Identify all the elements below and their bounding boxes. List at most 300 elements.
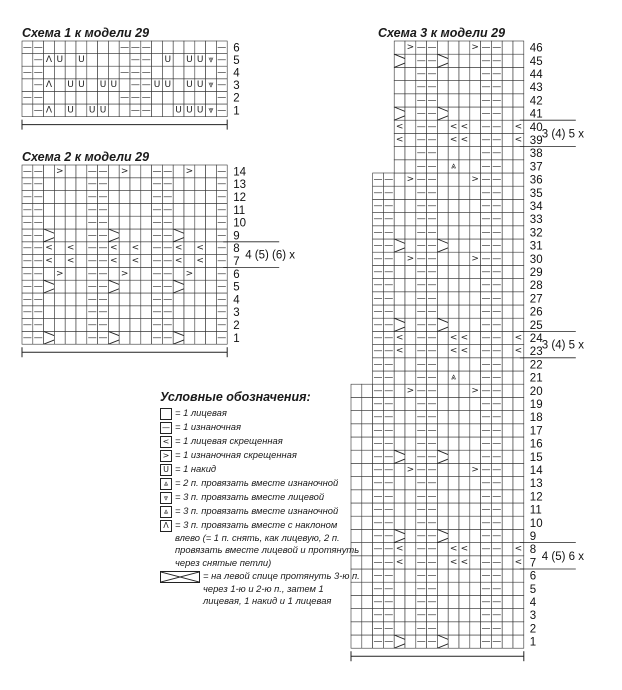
grid-cell (502, 41, 513, 54)
stitch-symbol: — (427, 478, 437, 489)
legend-item-text: = на левой спице протянуть 3-ю п. через 1-ю и 2-ю п., затем 1 лицевая, 1 накид и 1 лицевая (203, 570, 360, 606)
stitch-symbol: U (56, 54, 64, 65)
stitch-symbol: — (492, 293, 502, 304)
grid-cell (405, 635, 416, 648)
grid-cell (54, 178, 65, 191)
stitch-symbol: — (481, 412, 491, 423)
row-number: 4 (529, 597, 537, 609)
stitch-symbol: — (384, 306, 394, 317)
row-number: 26 (529, 306, 543, 319)
grid-cell (65, 267, 76, 280)
grid-cell (448, 516, 459, 529)
grid-cell (437, 463, 448, 476)
stitch-symbol: — (98, 204, 108, 215)
stitch-symbol: — (416, 319, 426, 330)
legend-item (160, 449, 360, 462)
grid-cell (54, 104, 65, 117)
stitch-symbol: < (514, 333, 523, 343)
stitch-symbol: < (110, 256, 118, 266)
stitch-symbol: — (481, 267, 491, 277)
stitch-symbol: — (416, 359, 426, 370)
grid-cell (405, 556, 416, 569)
stitch-symbol: — (481, 531, 491, 541)
grid-cell (437, 503, 448, 516)
stitch-symbol: ⩔ (208, 54, 214, 65)
row-number: 15 (529, 451, 543, 464)
stitch-symbol: — (416, 187, 426, 198)
grid-cell (470, 569, 481, 582)
grid-cell (459, 595, 470, 608)
grid-cell (65, 91, 76, 104)
grid-cell (513, 226, 524, 239)
stitch-symbol: — (98, 332, 108, 343)
grid-cell (502, 94, 513, 107)
grid-cell (362, 516, 373, 529)
grid-cell (437, 147, 448, 160)
stitch-symbol: — (163, 179, 173, 190)
stitch-symbol: — (163, 294, 173, 305)
grid-cell (130, 331, 141, 344)
row-number: 29 (529, 267, 543, 279)
stitch-symbol: — (22, 256, 32, 266)
grid-cell (76, 229, 87, 242)
grid-cell (362, 529, 373, 542)
grid-cell (437, 67, 448, 80)
stitch-symbol: — (416, 531, 426, 541)
grid-cell (54, 79, 65, 92)
stitch-symbol: U (99, 80, 107, 91)
grid-cell (513, 582, 524, 595)
grid-cell (130, 216, 141, 229)
legend-item-text: = 3 п. провязать вместе изнаночной (175, 505, 339, 516)
sk2p-icon: Λ (160, 520, 172, 532)
stitch-symbol: — (481, 55, 491, 66)
grid-cell (405, 265, 416, 278)
grid-cell (394, 463, 405, 476)
row-number: 38 (529, 148, 543, 161)
row-number: 7 (233, 256, 240, 268)
stitch-symbol: < (514, 544, 523, 555)
grid-cell (470, 503, 481, 516)
stitch-symbol: — (492, 531, 502, 541)
stitch-symbol: — (384, 174, 394, 185)
stitch-symbol: — (416, 636, 426, 647)
stitch-symbol: — (33, 204, 43, 215)
stitch-symbol: — (481, 187, 491, 198)
stitch-symbol: — (416, 623, 426, 634)
grid-cell (502, 186, 513, 199)
grid-cell (459, 490, 470, 503)
grid-cell (184, 203, 195, 216)
grid-cell (470, 94, 481, 107)
grid-cell (502, 67, 513, 80)
stitch-symbol: — (481, 425, 491, 436)
grid-cell (130, 306, 141, 319)
row-number: 20 (529, 385, 543, 398)
grid-cell (152, 54, 163, 67)
stitch-symbol: — (217, 54, 227, 65)
stitch-symbol: — (427, 214, 437, 225)
grid-cell (195, 203, 206, 216)
stitch-symbol: — (492, 636, 502, 647)
stitch-symbol: — (130, 80, 140, 91)
grid-cell (470, 331, 481, 344)
stitch-symbol: > (185, 166, 194, 177)
stitch-symbol: > (406, 465, 415, 475)
grid-cell (87, 79, 98, 92)
row-number: 42 (529, 95, 543, 108)
stitch-symbol: — (427, 544, 437, 555)
grid-cell (394, 173, 405, 186)
stitch-symbol: — (87, 268, 97, 279)
stitch-symbol: < (460, 333, 469, 343)
stitch-symbol: — (427, 610, 437, 621)
grid-cell (141, 306, 152, 319)
row-number: 12 (529, 491, 543, 504)
grid-cell (502, 450, 513, 463)
stitch-symbol: < (395, 346, 404, 357)
stitch-symbol: — (130, 42, 140, 53)
stitch-symbol: < (460, 544, 469, 555)
grid-cell (162, 91, 173, 104)
grid-cell (206, 41, 217, 54)
stitch-symbol: — (87, 307, 97, 318)
grid-cell (44, 178, 55, 191)
grid-cell (405, 186, 416, 199)
grid-cell (502, 160, 513, 173)
row-number: 3 (233, 80, 240, 93)
stitch-symbol: — (492, 214, 502, 225)
grid-cell (502, 199, 513, 212)
grid-cell (184, 191, 195, 204)
grid-cell (141, 255, 152, 268)
grid-cell (206, 165, 217, 178)
grid-cell (119, 54, 130, 67)
grid-cell (405, 397, 416, 410)
stitch-symbol: — (492, 161, 502, 172)
stitch-symbol: < (395, 135, 404, 145)
stitch-symbol: — (481, 42, 491, 53)
grid-cell (206, 216, 217, 229)
grid-cell (502, 318, 513, 331)
grid-cell (108, 66, 119, 79)
row-number: 8 (529, 544, 537, 557)
grid-cell (437, 477, 448, 490)
stitch-symbol: > (120, 268, 129, 279)
stitch-symbol: > (120, 166, 129, 177)
stitch-symbol: — (384, 385, 394, 396)
grid-cell (119, 293, 130, 306)
stitch-symbol: — (217, 230, 227, 241)
grid-cell (502, 411, 513, 424)
grid-cell (76, 280, 87, 293)
grid-cell (195, 331, 206, 344)
grid-cell (173, 178, 184, 191)
grid-cell (362, 477, 373, 490)
grid-cell (448, 239, 459, 252)
stitch-symbol: — (141, 105, 151, 116)
grid-cell (448, 569, 459, 582)
stitch-symbol: — (98, 256, 108, 266)
grid-cell (184, 242, 195, 255)
stitch-symbol: — (416, 504, 426, 515)
grid-cell (206, 191, 217, 204)
stitch-symbol: — (481, 544, 491, 555)
stitch-symbol: — (416, 306, 426, 317)
stitch-symbol: — (427, 597, 437, 607)
stitch-symbol: — (384, 201, 394, 211)
grid-cell (44, 66, 55, 79)
grid-cell (184, 306, 195, 319)
grid-cell (54, 216, 65, 229)
stitch-symbol: — (416, 451, 426, 462)
stitch-symbol: — (427, 95, 437, 106)
stitch-symbol: < (514, 135, 523, 145)
stitch-symbol: — (384, 636, 394, 647)
grid-cell (502, 147, 513, 160)
stitch-symbol: > (406, 174, 415, 185)
grid-cell (437, 173, 448, 186)
stitch-symbol: — (481, 108, 491, 119)
stitch-symbol: — (427, 517, 437, 528)
grid-cell (437, 609, 448, 622)
grid-cell (173, 79, 184, 92)
grid-cell (394, 569, 405, 582)
grid-cell (394, 516, 405, 529)
stitch-symbol: — (416, 425, 426, 436)
stitch-symbol: — (481, 399, 491, 409)
grid-cell (76, 165, 87, 178)
stitch-symbol: < (110, 243, 118, 254)
grid-cell (513, 635, 524, 648)
grid-cell (437, 384, 448, 397)
grid-cell (405, 543, 416, 556)
grid-cell (459, 529, 470, 542)
grid-cell (405, 67, 416, 80)
grid-cell (502, 239, 513, 252)
stitch-symbol: — (384, 253, 394, 264)
grid-cell (470, 397, 481, 410)
stitch-symbol: — (217, 320, 227, 330)
grid-cell (405, 622, 416, 635)
grid-cell (437, 265, 448, 278)
stitch-symbol: < (395, 121, 404, 132)
stitch-symbol: — (481, 597, 491, 607)
grid-cell (448, 384, 459, 397)
stitch-symbol: — (492, 148, 502, 159)
grid-cell (502, 371, 513, 384)
stitch-symbol: — (416, 55, 426, 66)
stitch-symbol: < (449, 121, 458, 132)
grid-cell (470, 81, 481, 94)
grid-cell (448, 147, 459, 160)
grid-cell (437, 252, 448, 265)
grid-cell (470, 147, 481, 160)
grid-cell (513, 384, 524, 397)
stitch-symbol: — (416, 557, 426, 568)
stitch-symbol: — (427, 201, 437, 211)
stitch-symbol: — (416, 438, 426, 449)
stitch-symbol: — (427, 623, 437, 634)
stitch-symbol: < (174, 243, 183, 254)
legend-item (160, 519, 360, 569)
grid-cell (502, 265, 513, 278)
stitch-symbol: — (492, 597, 502, 607)
row-number: 21 (529, 372, 543, 385)
grid-cell (459, 252, 470, 265)
grid-cell (502, 331, 513, 344)
stitch-symbol: — (33, 166, 43, 177)
stitch-symbol: — (416, 517, 426, 528)
grid-cell (394, 397, 405, 410)
grid-cell (448, 226, 459, 239)
stitch-symbol: — (481, 148, 491, 159)
grid-cell (206, 91, 217, 104)
grid-cell (513, 239, 524, 252)
stitch-symbol: — (481, 319, 491, 330)
stitch-symbol: — (481, 438, 491, 449)
grid-cell (362, 503, 373, 516)
grid-cell (513, 81, 524, 94)
grid-cell (141, 203, 152, 216)
grid-cell (437, 279, 448, 292)
stitch-symbol: — (373, 267, 383, 277)
grid-cell (65, 203, 76, 216)
grid-cell (162, 41, 173, 54)
grid-cell (54, 280, 65, 293)
stitch-symbol: — (492, 240, 502, 251)
stitch-symbol: — (373, 346, 383, 357)
stitch-symbol: — (427, 399, 437, 409)
stitch-symbol: — (427, 570, 437, 581)
knit-crossed-icon: < (160, 436, 172, 448)
grid-cell (152, 91, 163, 104)
grid-cell (448, 622, 459, 635)
stitch-symbol: — (130, 54, 140, 65)
grid-cell (470, 411, 481, 424)
grid-cell (108, 104, 119, 117)
stitch-symbol: — (416, 478, 426, 489)
stitch-symbol: — (384, 412, 394, 423)
grid-cell (405, 371, 416, 384)
grid-cell (470, 213, 481, 226)
stitch-symbol: — (373, 174, 383, 185)
grid-cell (448, 318, 459, 331)
grid-cell (459, 411, 470, 424)
stitch-symbol: — (481, 557, 491, 568)
grid-cell (98, 91, 109, 104)
grid-cell (459, 305, 470, 318)
stitch-symbol: — (492, 438, 502, 449)
stitch-symbol: — (492, 95, 502, 106)
grid-cell (184, 293, 195, 306)
grid-cell (87, 41, 98, 54)
grid-cell (130, 267, 141, 280)
grid-cell (405, 358, 416, 371)
grid-cell (513, 147, 524, 160)
grid-cell (513, 292, 524, 305)
stitch-symbol: — (373, 399, 383, 409)
stitch-symbol: — (416, 253, 426, 264)
legend-item (160, 421, 360, 434)
grid-cell (130, 178, 141, 191)
row-number: 4 (233, 67, 240, 80)
stitch-symbol: — (384, 372, 394, 383)
stitch-symbol: — (427, 372, 437, 383)
grid-cell (98, 54, 109, 67)
stitch-symbol: — (384, 359, 394, 370)
stitch-symbol: — (163, 307, 173, 318)
grid-cell (459, 424, 470, 437)
stitch-symbol: — (492, 280, 502, 291)
stitch-symbol: — (217, 217, 227, 228)
stitch-symbol: — (492, 557, 502, 568)
grid-cell (65, 229, 76, 242)
grid-cell (459, 213, 470, 226)
stitch-symbol: — (492, 201, 502, 211)
grid-cell (394, 81, 405, 94)
stitch-symbol: — (373, 412, 383, 423)
grid-cell (470, 345, 481, 358)
stitch-symbol: — (481, 240, 491, 251)
stitch-symbol: — (416, 240, 426, 251)
grid-cell (405, 331, 416, 344)
stitch-symbol: — (427, 240, 437, 251)
grid-cell (502, 279, 513, 292)
grid-cell (470, 424, 481, 437)
row-number: 35 (529, 187, 543, 200)
stitch-symbol: > (56, 166, 64, 177)
grid-cell (448, 41, 459, 54)
grid-cell (502, 397, 513, 410)
row-number: 11 (529, 504, 542, 517)
grid-cell (108, 293, 119, 306)
stitch-symbol: — (22, 230, 32, 241)
stitch-symbol: — (87, 204, 97, 215)
grid-cell (405, 424, 416, 437)
grid-cell (405, 305, 416, 318)
row-number: 19 (529, 399, 543, 411)
grid-cell (470, 120, 481, 133)
stitch-symbol: — (373, 372, 383, 383)
grid-cell (470, 133, 481, 146)
stitch-symbol: — (427, 161, 437, 172)
grid-cell (459, 371, 470, 384)
stitch-symbol: — (98, 166, 108, 177)
stitch-symbol: — (481, 570, 491, 581)
stitch-symbol: Λ (45, 54, 53, 65)
stitch-symbol: — (427, 319, 437, 330)
grid-cell (448, 186, 459, 199)
grid-cell (459, 358, 470, 371)
grid-cell (470, 186, 481, 199)
grid-cell (502, 582, 513, 595)
grid-cell (405, 120, 416, 133)
stitch-symbol: < (196, 243, 204, 254)
grid-cell (108, 267, 119, 280)
stitch-symbol: U (88, 105, 96, 116)
grid-cell (195, 66, 206, 79)
stitch-symbol: — (384, 438, 394, 449)
grid-cell (502, 54, 513, 67)
stitch-symbol: — (87, 332, 97, 343)
stitch-symbol: — (427, 174, 437, 185)
grid-cell (65, 331, 76, 344)
stitch-symbol: — (373, 293, 383, 304)
stitch-symbol: — (427, 557, 437, 568)
stitch-symbol: — (373, 478, 383, 489)
stitch-symbol: — (492, 478, 502, 489)
